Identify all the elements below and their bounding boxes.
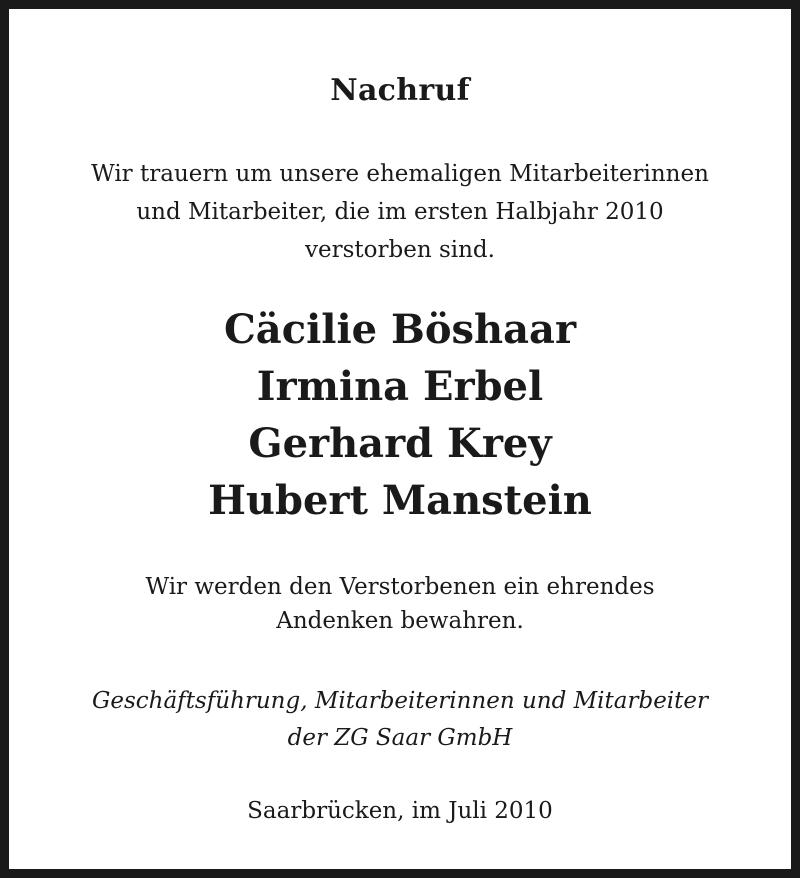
intro-line: und Mitarbeiter, die im ersten Halbjahr 2010 xyxy=(136,199,664,225)
closing-line: Andenken bewahren. xyxy=(276,608,524,634)
closing-text xyxy=(18,570,782,638)
place-date: Saarbrücken, im Juli 2010 xyxy=(247,798,553,824)
deceased-name: Irmina Erbel xyxy=(256,363,544,410)
deceased-name: Gerhard Krey xyxy=(248,420,552,467)
sender-signature xyxy=(18,683,782,757)
intro-line: verstorben sind. xyxy=(305,237,495,263)
deceased-name: Hubert Manstein xyxy=(208,477,592,524)
deceased-name: Cäcilie Böshaar xyxy=(223,306,577,353)
deceased-names xyxy=(18,301,782,529)
intro-line: Wir trauern um unsere ehemaligen Mitarbeiterinnen xyxy=(91,161,709,187)
closing-line: Wir werden den Verstorbenen ein ehrendes xyxy=(145,574,655,600)
notice-title: Nachruf xyxy=(330,73,470,108)
sender-line: Geschäftsführung, Mitarbeiterinnen und Mitarbeiter xyxy=(91,688,709,714)
intro-text xyxy=(18,155,782,269)
sender-line: der ZG Saar GmbH xyxy=(287,725,513,751)
